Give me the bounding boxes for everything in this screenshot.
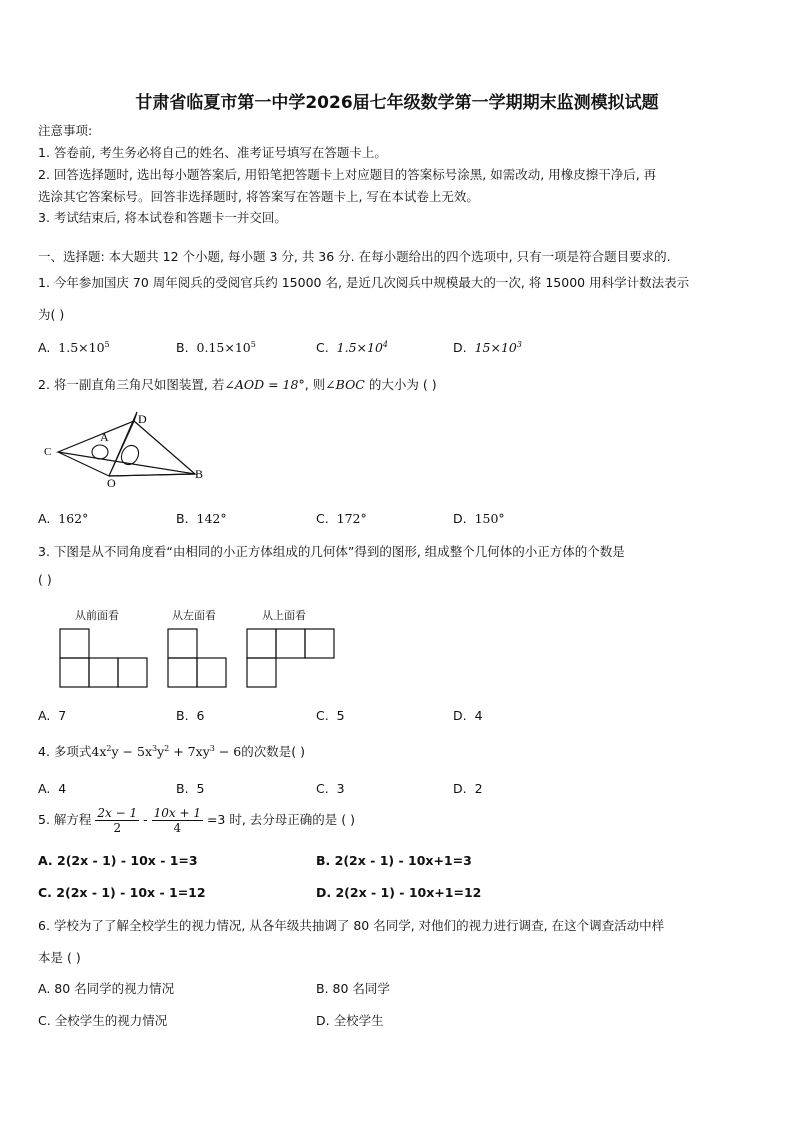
note-item: 2. 回答选择题时, 选出每小题答案后, 用铅笔把答题卡上对应题目的答案标号涂黑, 如需改动, 用橡皮擦干净后, 再	[38, 167, 657, 182]
view-label-front: 从前面看	[75, 609, 119, 622]
section-heading: 一、选择题: 本大题共 12 个小题, 每小题 3 分, 共 36 分. 在每小题给出的四个选项中, 只有一项是符合题目要求的.	[38, 249, 671, 264]
q6-text-cont: 本是 ( )	[38, 950, 81, 965]
q3-option-b: B. 6	[176, 708, 205, 723]
q6-option-d: D. 全校学生	[316, 1013, 384, 1028]
q3-option-a: A. 7	[38, 708, 67, 723]
note-item: 3. 考试结束后, 将本试卷和答题卡一并交回。	[38, 210, 287, 225]
three-views-figure	[58, 626, 343, 690]
q4-polynomial: $4x^2y - 5x^3y^2 + 7xy^3 - 6$	[91, 743, 242, 759]
q6-option-c: C. 全校学生的视力情况	[38, 1013, 168, 1028]
q5-option-a: A. 2(2x - 1) - 10x - 1=3	[38, 853, 198, 868]
q2-option-b: B. 142°	[176, 511, 227, 526]
q3-option-c: C. 5	[316, 708, 345, 723]
q1-option-c: C. $1.5\times 10^4$	[316, 340, 389, 356]
q4-text: 4. 多项式$4x^2y - 5x^3y^2 + 7xy^3 - 6$的次数是( )	[38, 743, 305, 759]
q5-text: 5. 解方程 $\frac{2x - 1}{2}$ - $\frac{10x + 1}{4}$ =3 时, 去分母正确的是 ( )	[38, 806, 356, 835]
q4-option-c: C. 3	[316, 781, 345, 796]
q1-option-d: D. $15\times 10^3$	[453, 340, 522, 356]
label-b: B	[195, 467, 204, 481]
q6-option-b: B. 80 名同学	[316, 981, 390, 996]
q2-option-c: C. 172°	[316, 511, 367, 526]
q5-option-d: D. 2(2x - 1) - 10x+1=12	[316, 885, 482, 900]
q4-option-b: B. 5	[176, 781, 205, 796]
q1-option-a: A. $1.5\times 10^5$	[38, 340, 110, 356]
q5-option-b: B. 2(2x - 1) - 10x+1=3	[316, 853, 472, 868]
note-item: 1. 答卷前, 考生务必将自己的姓名、准考证号填写在答题卡上。	[38, 145, 387, 160]
q3-text: 3. 下图是从不同角度看“由相同的小正方体组成的几何体”得到的图形, 组成整个几何体的小正方体的个数是	[38, 544, 625, 559]
q3-text-cont: ( )	[38, 572, 52, 587]
fraction: $\frac{2x - 1}{2}$	[97, 806, 138, 835]
q1-option-b: B. $0.15\times 10^5$	[176, 340, 256, 356]
q2-option-a: A. 162°	[38, 511, 89, 526]
q1-text-cont: 为( )	[38, 307, 65, 322]
notes-heading: 注意事项:	[38, 123, 93, 138]
note-item: 选涂其它答案标号。回答非选择题时, 将答案写在答题卡上, 写在本试卷上无效。	[38, 189, 479, 204]
label-a: A	[100, 430, 109, 444]
q2-text: 2. 将一副直角三角尺如图装置, 若∠AOD = 18°, 则∠BOC 的大小为 ( )	[38, 377, 437, 392]
q5-option-c: C. 2(2x - 1) - 10x - 1=12	[38, 885, 206, 900]
fraction: $\frac{10x + 1}{4}$	[153, 806, 201, 835]
q1-text: 1. 今年参加国庆 70 周年阅兵的受阅官兵约 15000 名, 是近几次阅兵中规模最大的一次, 将 15000 用科学计数法表示	[38, 275, 690, 290]
view-label-left: 从左面看	[172, 609, 216, 622]
q3-option-d: D. 4	[453, 708, 483, 723]
page-title: 甘肃省临夏市第一中学2026届七年级数学第一学期期末监测模拟试题	[135, 93, 659, 113]
q4-option-d: D. 2	[453, 781, 483, 796]
view-label-top: 从上面看	[262, 609, 306, 622]
label-c: C	[44, 446, 52, 458]
q2-option-d: D. 150°	[453, 511, 505, 526]
q6-option-a: A. 80 名同学的视力情况	[38, 981, 175, 996]
q6-text: 6. 学校为了了解全校学生的视力情况, 从各年级共抽调了 80 名同学, 对他们的视力进行调查, 在这个调查活动中样	[38, 918, 665, 933]
label-o: O	[107, 476, 116, 488]
label-d: D	[138, 412, 147, 426]
q4-option-a: A. 4	[38, 781, 67, 796]
triangle-figure	[38, 408, 213, 488]
